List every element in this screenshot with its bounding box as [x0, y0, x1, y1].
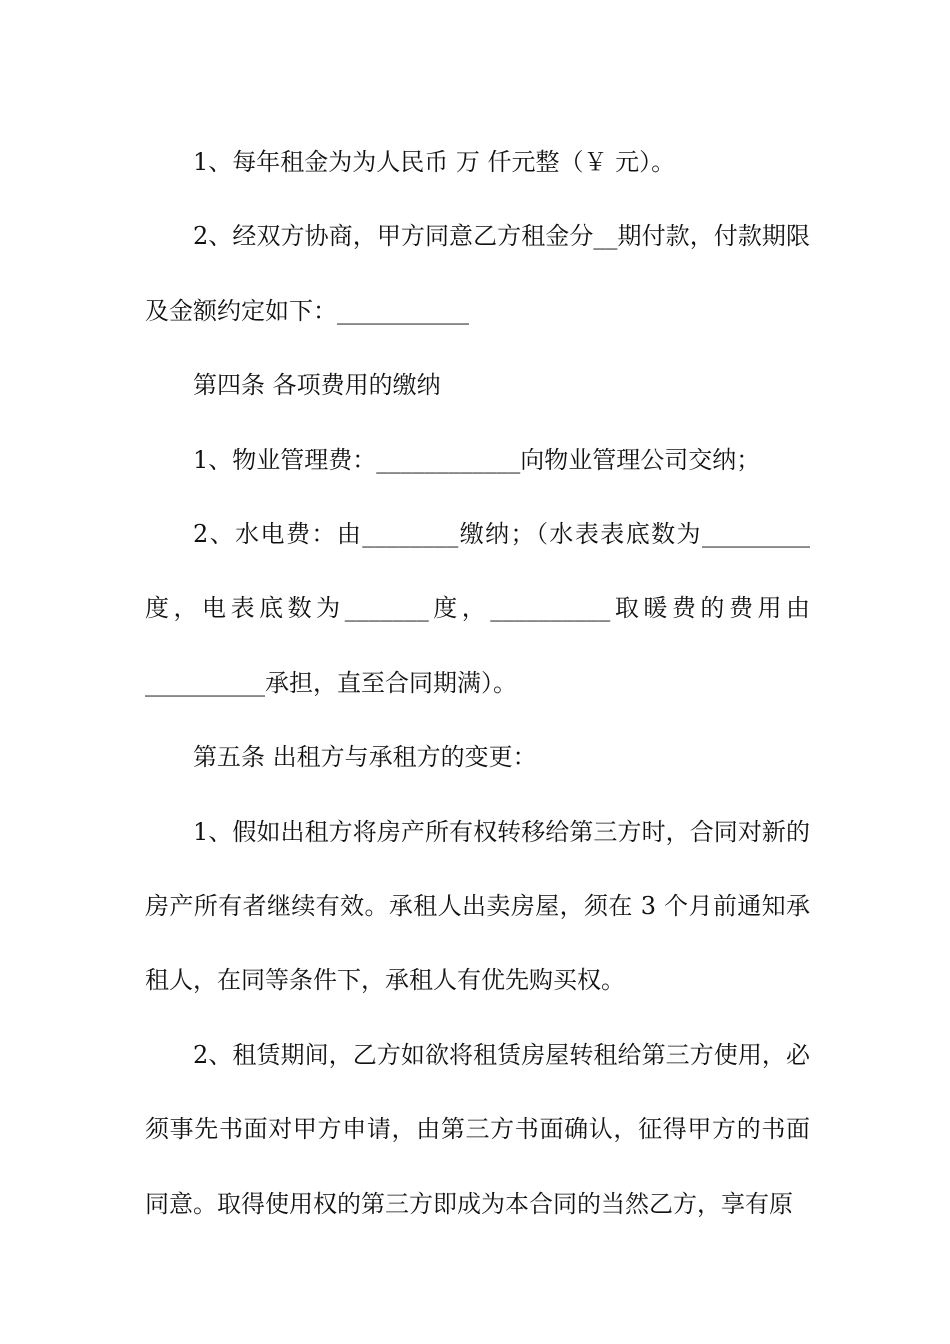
document-body: [145, 125, 810, 1241]
article-five-heading: 第五条 出租方与承租方的变更：: [193, 743, 537, 772]
paragraph-sublease: 2、租赁期间，乙方如欲将租赁房屋转租给第三方使用，必须事先书面对甲方申请，由第三方书面确认，征得甲方的书面同意。取得使用权的第三方即成为本合同的当然乙方，享有原: [145, 1040, 810, 1218]
article-four-heading: 第四条 各项费用的缴纳: [193, 371, 441, 400]
paragraph-payment-installments: 2、经双方协商，甲方同意乙方租金分__期付款，付款期限及金额约定如下：___________: [145, 222, 810, 325]
paragraph-utilities: 2、水电费：由________缴纳；（水表表底数为_________度，电表底数为_______度，__________取暖费的费用由__________承担，直至合同期满）。: [145, 520, 810, 697]
paragraph-ownership-transfer: 1、假如出租方将房产所有权转移给第三方时，合同对新的房产所有者继续有效。承租人出卖房屋，须在 3 个月前通知承租人，在同等条件下，承租人有优先购买权。: [145, 817, 810, 995]
paragraph-property-fee: 1、物业管理费：____________向物业管理公司交纳；: [193, 445, 761, 474]
paragraph-rent-amount: 1、每年租金为为人民币 万 仟元整（￥ 元）。: [193, 148, 676, 176]
